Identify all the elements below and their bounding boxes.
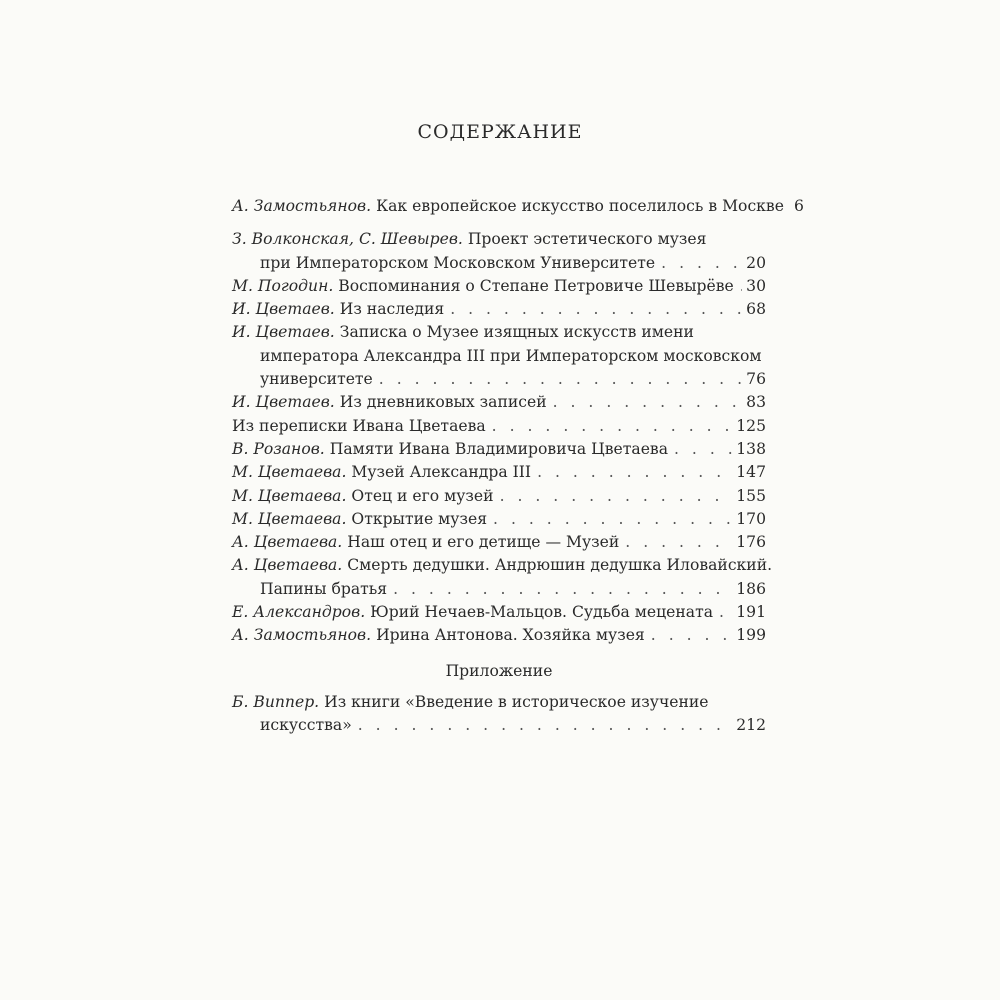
toc-entry-title: Папины братья (260, 579, 388, 598)
toc-entry-title: Смерть дедушки. Андрюшин дедушка Иловайский. (347, 556, 773, 575)
toc-entry (232, 691, 766, 738)
toc-entry-author: А. Цветаева. (232, 533, 343, 552)
toc-entry-line (232, 252, 766, 275)
toc-entry-title: Из дневниковых записей (339, 393, 547, 412)
toc-page-number: 155 (736, 486, 766, 505)
toc-page-number: 199 (736, 626, 766, 645)
toc-entry (232, 391, 766, 414)
toc-entry-author: Б. Виппер. (232, 692, 320, 711)
toc-appendix-list (232, 691, 766, 738)
toc-entry-line (232, 601, 766, 624)
toc-entry (232, 321, 766, 391)
toc-entry-line (232, 195, 804, 218)
dot-leader (740, 275, 742, 298)
toc-entry-line (232, 485, 766, 508)
toc-entry (232, 624, 766, 647)
toc-page-number: 125 (736, 416, 766, 435)
dot-leader (393, 578, 732, 601)
toc-page-number: 68 (746, 300, 766, 319)
dot-leader (493, 508, 732, 531)
dot-leader (492, 415, 733, 438)
toc-entry-author: В. Розанов. (232, 439, 325, 458)
toc-entry (232, 531, 766, 554)
toc-entry-title: Памяти Ивана Владимировича Цветаева (329, 439, 668, 458)
toc-entry (232, 228, 766, 275)
dot-leader (553, 391, 743, 414)
dot-leader (500, 485, 733, 508)
toc-page-number: 186 (736, 579, 766, 598)
dot-leader (719, 601, 732, 624)
toc-page-number: 147 (736, 463, 766, 482)
toc-entry-author: М. Цветаева. (232, 486, 347, 505)
dot-leader (625, 531, 732, 554)
toc-entry-author: А. Замостьянов. (232, 626, 372, 645)
toc-entry-line (232, 368, 766, 391)
toc-entry-title: Наш отец и его детище — Музей (347, 533, 620, 552)
toc-entry-author: И. Цветаев. (232, 300, 335, 319)
toc-entry (232, 508, 766, 531)
toc-entry-title: Музей Александра III (351, 463, 532, 482)
toc-entry-line (232, 345, 766, 368)
table-of-contents (232, 195, 804, 738)
toc-page-number: 76 (746, 370, 766, 389)
toc-entry-title: Ирина Антонова. Хозяйка музея (376, 626, 645, 645)
toc-entry-title: Как европейское искусство поселилось в Москве (376, 197, 784, 215)
toc-entry-author: А. Замостьянов. (232, 197, 372, 215)
dot-leader (358, 714, 732, 737)
toc-entry (232, 298, 766, 321)
toc-entry-line (232, 578, 766, 601)
toc-entry-line (232, 321, 766, 344)
toc-entry-author: Е. Александров. (232, 603, 366, 622)
dot-leader (450, 298, 742, 321)
dot-leader (379, 368, 742, 391)
toc-entry-title: Отец и его музей (351, 486, 494, 505)
toc-entry (232, 485, 766, 508)
toc-page-number: 191 (736, 603, 766, 622)
toc-page-number: 30 (746, 276, 766, 295)
page-title: СОДЕРЖАНИЕ (417, 121, 583, 143)
toc-entry (232, 195, 804, 218)
dot-leader (674, 438, 732, 461)
toc-entry-line (232, 228, 766, 251)
toc-page-number: 83 (746, 393, 766, 412)
toc-entry-title: Юрий Нечаев-Мальцов. Судьба мецената (370, 603, 714, 622)
toc-entry-line (232, 624, 766, 647)
toc-page-number: 6 (793, 197, 804, 215)
toc-page-number: 212 (736, 716, 766, 735)
toc-entry (232, 438, 766, 461)
toc-entry-line (232, 391, 766, 414)
toc-entry-title: Открытие музея (351, 509, 488, 528)
toc-main-list (232, 195, 804, 648)
toc-entry-author: М. Цветаева. (232, 509, 347, 528)
toc-entry (232, 415, 766, 438)
toc-entry-title: Из переписки Ивана Цветаева (232, 416, 486, 435)
appendix-heading: Приложение (445, 661, 553, 680)
toc-page-number: 138 (736, 439, 766, 458)
dot-leader (537, 461, 732, 484)
toc-entry (232, 275, 766, 298)
dot-leader (661, 252, 742, 275)
toc-entry-line (232, 508, 766, 531)
toc-entry-line (232, 691, 766, 714)
toc-entry-line (232, 714, 766, 737)
toc-page-number: 20 (746, 253, 766, 272)
toc-entry-title: Проект эстетического музея (467, 230, 707, 249)
toc-entry-title: Воспоминания о Степане Петровиче Шевырёве (338, 276, 734, 295)
toc-entry-line (232, 298, 766, 321)
toc-entry-line (232, 275, 766, 298)
toc-entry-line (232, 415, 766, 438)
toc-entry-title: университете (260, 370, 373, 389)
toc-entry (232, 461, 766, 484)
toc-page-number: 170 (736, 509, 766, 528)
toc-entry-title: искусства» (260, 716, 352, 735)
toc-entry-author: А. Цветаева. (232, 556, 343, 575)
toc-entry-title: императора Александра III при Императорском московском (260, 346, 762, 365)
toc-entry-line (232, 554, 773, 577)
toc-entry-author: И. Цветаев. (232, 323, 335, 342)
toc-entry-title: Из книги «Введение в историческое изучение (324, 692, 709, 711)
toc-entry-title: при Императорском Московском Университете (260, 253, 656, 272)
toc-entry-author: М. Погодин. (232, 276, 334, 295)
toc-entry-author: И. Цветаев. (232, 393, 335, 412)
toc-entry-title: Из наследия (339, 300, 445, 319)
toc-entry-line (232, 438, 766, 461)
toc-entry-line (232, 531, 766, 554)
toc-entry (232, 601, 766, 624)
toc-page-number: 176 (736, 533, 766, 552)
toc-entry (232, 554, 773, 601)
toc-entry-author: М. Цветаева. (232, 463, 347, 482)
toc-entry-title: Записка о Музее изящных искусств имени (339, 323, 694, 342)
toc-entry-line (232, 461, 766, 484)
toc-entry-author: З. Волконская, С. Шевырев. (232, 230, 463, 249)
dot-leader (651, 624, 732, 647)
